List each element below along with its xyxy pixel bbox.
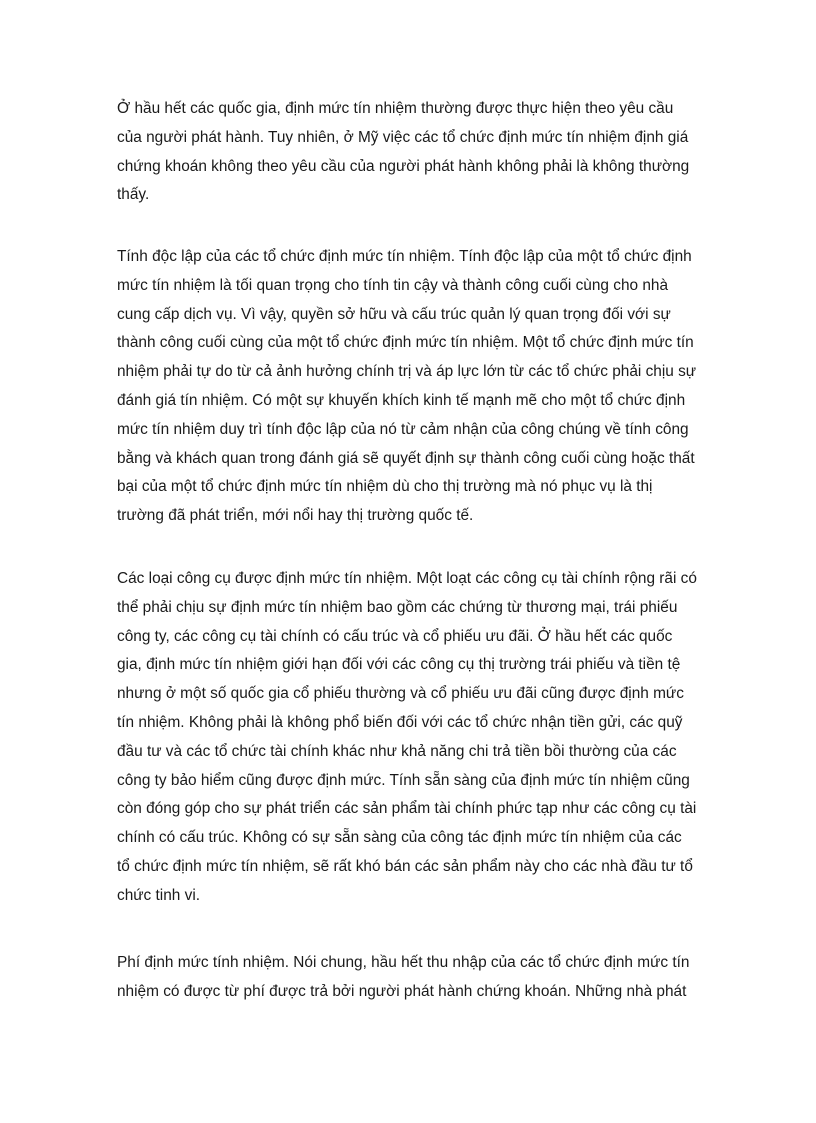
text-line: Các loại công cụ được định mức tín nhiệm. Một loạt các công cụ tài chính rộng rãi có	[117, 570, 697, 587]
text-line: tổ chức định mức tín nhiệm, sẽ rất khó bán các sản phẩm này cho các nhà đầu tư tổ	[117, 857, 693, 875]
text-line: cung cấp dịch vụ. Vì vậy, quyền sở hữu và cấu trúc quản lý quan trọng đối với sự	[117, 305, 671, 323]
text-line: công ty, các công cụ tài chính có cấu trúc và cổ phiếu ưu đãi. Ở hầu hết các quốc	[117, 627, 673, 645]
paragraph-rated-instruments	[117, 565, 727, 911]
text-line: bằng và khách quan trong đánh giá sẽ quyết định sự thành công cuối cùng hoặc thất	[117, 449, 695, 467]
text-line: gia, định mức tín nhiệm giới hạn đối với các công cụ thị trường trái phiếu và tiền tệ	[117, 656, 681, 674]
paragraph-rating-fees	[117, 949, 727, 1007]
text-line: đầu tư và các tổ chức tài chính khác như khả năng chi trả tiền bồi thường của các	[117, 742, 677, 760]
text-line: chứng khoán không theo yêu cầu của người phát hành không phải là không thường	[117, 157, 690, 175]
text-line: tín nhiệm. Không phải là không phổ biến đối với các tổ chức nhận tiền gửi, các quỹ	[117, 713, 683, 731]
text-line: thấy.	[117, 186, 150, 204]
text-line: thể phải chịu sự định mức tín nhiệm bao gồm các chứng từ thương mại, trái phiếu	[117, 598, 678, 616]
text-line: nhưng ở một số quốc gia cổ phiếu thường và cổ phiếu ưu đãi cũng được định mức	[117, 685, 684, 703]
text-line: bại của một tổ chức định mức tín nhiệm dù cho thị trường mà nó phục vụ là thị	[117, 478, 653, 496]
text-line: thành công cuối cùng của một tổ chức định mức tín nhiệm. Một tổ chức định mức tín	[117, 334, 694, 352]
paragraph-independence	[117, 243, 727, 531]
text-line: mức tín nhiệm là tối quan trọng cho tính tin cậy và thành công cuối cùng cho nhà	[117, 276, 669, 294]
text-line: nhiệm phải tự do từ cả ảnh hưởng chính trị và áp lực lớn từ các tổ chức phải chịu sự	[117, 363, 697, 381]
text-line: Phí định mức tính nhiệm. Nói chung, hầu hết thu nhập của các tổ chức định mức tín	[117, 954, 690, 971]
text-line: mức tín nhiệm duy trì tính độc lập của nó từ cảm nhận của công chúng về tính công	[117, 420, 689, 438]
text-line: của người phát hành. Tuy nhiên, ở Mỹ việc các tổ chức định mức tín nhiệm định giá	[117, 128, 689, 146]
text-line: chính có cấu trúc. Không có sự sẵn sàng của công tác định mức tín nhiệm của các	[117, 829, 682, 847]
text-line: công ty bảo hiểm cũng được định mức. Tính sẵn sàng của định mức tín nhiệm cũng	[117, 771, 690, 789]
text-line: đánh giá tín nhiệm. Có một sự khuyến khích kinh tế mạnh mẽ cho một tổ chức định	[117, 391, 686, 409]
text-line: nhiệm có được từ phí được trả bởi người phát hành chứng khoán. Những nhà phát	[117, 982, 687, 1000]
text-line: Tính độc lập của các tổ chức định mức tín nhiệm. Tính độc lập của một tổ chức định	[117, 248, 692, 265]
text-line: còn đóng góp cho sự phát triển các sản phẩm tài chính phức tạp như các công cụ tài	[117, 800, 697, 818]
text-line: Ở hầu hết các quốc gia, định mức tín nhiệm thường được thực hiện theo yêu cầu	[117, 100, 674, 117]
text-line: chức tinh vi.	[117, 886, 201, 904]
text-line: trường đã phát triển, mới nổi hay thị trường quốc tế.	[117, 507, 474, 525]
paragraph-unsolicited-ratings	[117, 95, 727, 210]
